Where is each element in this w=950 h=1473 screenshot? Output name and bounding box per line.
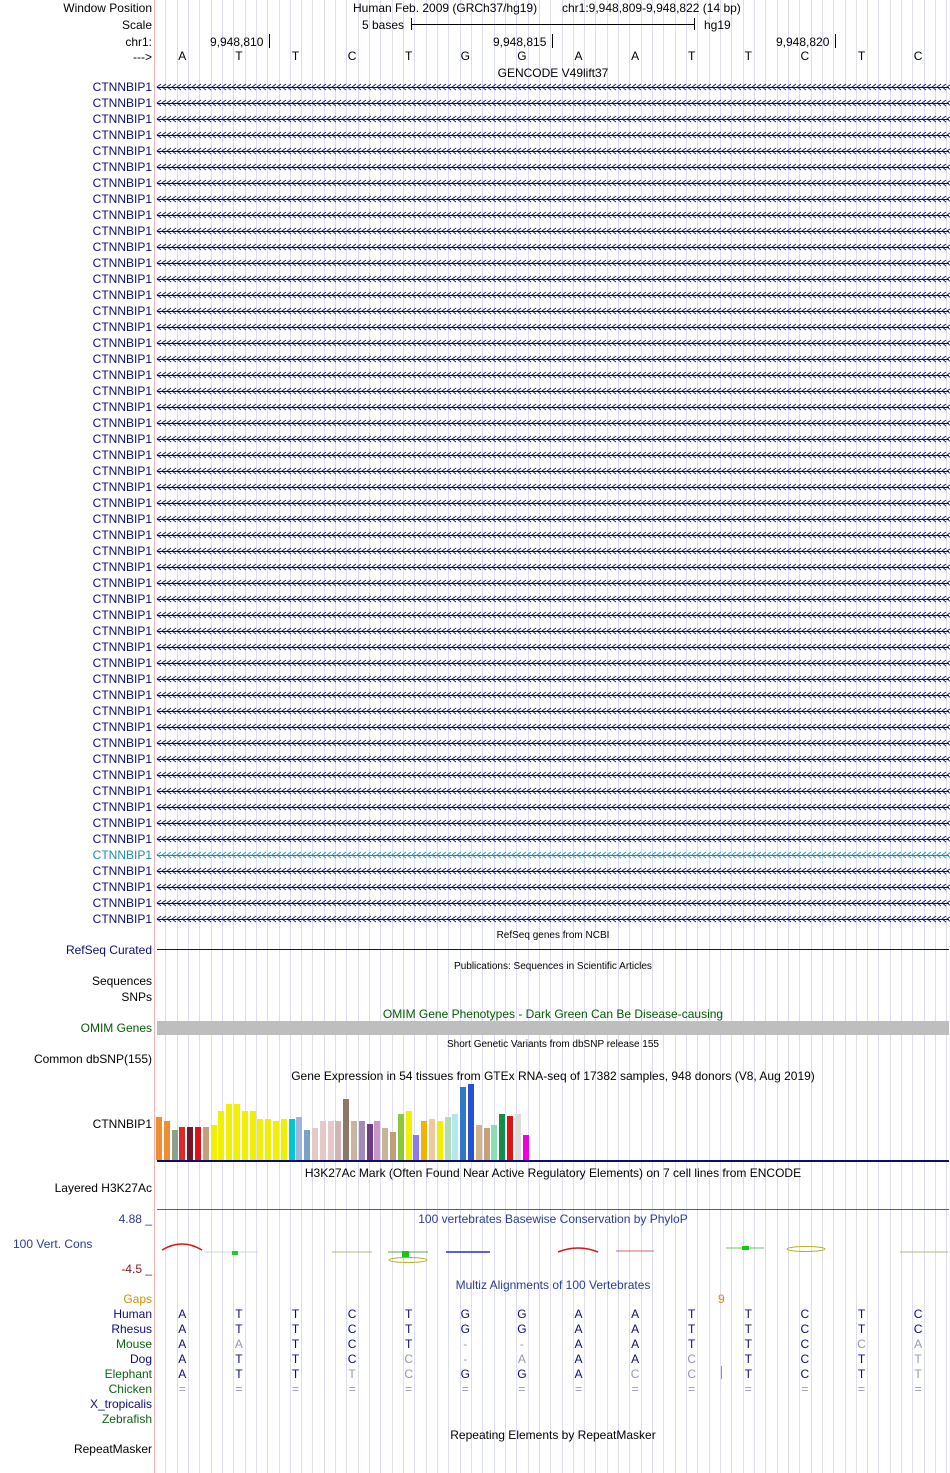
db-name: hg19 (704, 18, 731, 32)
alignment-base: T (744, 1337, 752, 1351)
gencode-transcript-label[interactable]: CTNNBIP1 (92, 800, 152, 814)
alignment-base: = (178, 1382, 186, 1396)
alignment-base: C (404, 1367, 414, 1381)
alignment-base: = (688, 1382, 696, 1396)
refseq-track-label[interactable]: RefSeq Curated (65, 943, 152, 957)
gencode-transcript-label[interactable]: CTNNBIP1 (92, 896, 152, 910)
alignment-base: A (178, 1307, 187, 1321)
gencode-transcript-label[interactable]: CTNNBIP1 (92, 848, 152, 862)
gencode-transcript-label[interactable]: CTNNBIP1 (92, 592, 152, 606)
gencode-transcript-label[interactable]: CTNNBIP1 (92, 192, 152, 206)
gencode-transcript-label[interactable]: CTNNBIP1 (92, 832, 152, 846)
reference-base: T (688, 49, 696, 63)
gencode-transcript-label[interactable]: CTNNBIP1 (92, 432, 152, 446)
gencode-transcript-label[interactable]: CTNNBIP1 (92, 256, 152, 270)
alignment-base: C (800, 1367, 810, 1381)
alignment-base: C (347, 1322, 357, 1336)
multiz-species-label[interactable]: Rhesus (111, 1322, 152, 1336)
alignment-base: A (574, 1322, 583, 1336)
reference-base: G (517, 49, 527, 63)
chrom-label: chr1: (125, 35, 152, 49)
gencode-transcript-label[interactable]: CTNNBIP1 (92, 880, 152, 894)
alignment-base: T (291, 1367, 300, 1381)
reference-base: T (291, 49, 300, 63)
alignment-base: T (914, 1367, 922, 1381)
alignment-base: G (517, 1322, 527, 1336)
gencode-transcript-label[interactable]: CTNNBIP1 (92, 544, 152, 558)
alignment-base: T (744, 1307, 752, 1321)
alignment-base: A (631, 1337, 640, 1351)
multiz-track-title: Multiz Alignments of 100 Vertebrates (455, 1278, 651, 1292)
gencode-transcript-label[interactable]: CTNNBIP1 (92, 240, 152, 254)
phylop-track-title: 100 vertebrates Basewise Conservation by PhyloP (418, 1212, 688, 1226)
alignment-base: T (405, 1322, 413, 1336)
alignment-base: C (913, 1307, 923, 1321)
gencode-transcript-label[interactable]: CTNNBIP1 (92, 624, 152, 638)
alignment-base: G (460, 1307, 470, 1321)
alignment-base: C (800, 1322, 810, 1336)
alignment-base: A (631, 1352, 640, 1366)
alignment-base: A (574, 1352, 583, 1366)
alignment-base: G (517, 1307, 527, 1321)
alignment-base: T (405, 1337, 413, 1351)
pubs-sequences-label[interactable]: Sequences (91, 974, 152, 988)
tick-label: 9,948,810 (210, 35, 264, 49)
alignment-base: T (857, 1352, 866, 1366)
multiz-gaps-label: Gaps (123, 1292, 152, 1306)
gencode-transcript-label[interactable]: CTNNBIP1 (92, 288, 152, 302)
gencode-transcript-label[interactable]: CTNNBIP1 (92, 272, 152, 286)
alignment-base: = (631, 1382, 639, 1396)
gencode-transcript-label[interactable]: CTNNBIP1 (92, 464, 152, 478)
gencode-transcript-label[interactable]: CTNNBIP1 (92, 512, 152, 526)
alignment-base: T (235, 1352, 243, 1366)
gencode-transcript-label[interactable]: CTNNBIP1 (92, 640, 152, 654)
phylop-max-label: 4.88 _ (118, 1212, 152, 1226)
gencode-transcript-label[interactable]: CTNNBIP1 (92, 736, 152, 750)
multiz-species-label[interactable]: Human (113, 1307, 152, 1321)
reference-base: T (744, 49, 752, 63)
scale-label: Scale (121, 18, 152, 32)
alignment-base: = (857, 1382, 865, 1396)
alignment-base: C (800, 1337, 810, 1351)
alignment-base: A (574, 1367, 583, 1381)
gencode-transcript-label[interactable]: CTNNBIP1 (92, 416, 152, 430)
alignment-base: T (688, 1337, 696, 1351)
gencode-transcript-label[interactable]: CTNNBIP1 (92, 480, 152, 494)
alignment-base: A (178, 1367, 187, 1381)
alignment-base: T (857, 1307, 866, 1321)
alignment-base: - (463, 1337, 468, 1351)
gencode-transcript-label[interactable]: CTNNBIP1 (92, 160, 152, 174)
alignment-base: = (348, 1382, 356, 1396)
alignment-base: T (857, 1322, 866, 1336)
gencode-transcript-label[interactable]: CTNNBIP1 (92, 384, 152, 398)
alignment-base: A (234, 1337, 243, 1351)
alignment-base: T (291, 1307, 300, 1321)
alignment-base: A (631, 1307, 640, 1321)
reference-base: T (405, 49, 413, 63)
alignment-base: = (291, 1382, 299, 1396)
alignment-base: C (630, 1367, 640, 1381)
h3k27ac-track-title: H3K27Ac Mark (Often Found Near Active Regulatory Elements) on 7 cell lines from ENCODE (304, 1166, 802, 1180)
gencode-transcript-label[interactable]: CTNNBIP1 (92, 304, 152, 318)
refseq-track-title: RefSeq genes from NCBI (496, 930, 610, 941)
alignment-base: A (178, 1352, 187, 1366)
gencode-transcript-label[interactable]: CTNNBIP1 (92, 784, 152, 798)
alignment-base: T (688, 1307, 696, 1321)
window-position-label: Window Position (63, 1, 152, 15)
multiz-species-label[interactable]: Chicken (108, 1382, 152, 1396)
alignment-base: C (347, 1307, 357, 1321)
alignment-base: T (235, 1307, 243, 1321)
gencode-track-title: GENCODE V49lift37 (497, 66, 609, 80)
alignment-base: C (800, 1352, 810, 1366)
phylop-track-label[interactable]: 100 Vert. Cons (13, 1237, 93, 1251)
alignment-base: G (517, 1367, 527, 1381)
phylop-min-label: -4.5 _ (121, 1262, 152, 1276)
gencode-transcript-label[interactable]: CTNNBIP1 (92, 96, 152, 110)
reference-base: A (631, 49, 640, 63)
alignment-base: T (291, 1352, 300, 1366)
gencode-transcript-label[interactable]: CTNNBIP1 (92, 688, 152, 702)
tick-label: 9,948,820 (776, 35, 830, 49)
alignment-base: = (914, 1382, 922, 1396)
gencode-transcript-label[interactable]: CTNNBIP1 (92, 176, 152, 190)
alignment-base: C (687, 1367, 697, 1381)
alignment-base: T (348, 1367, 356, 1381)
alignment-base: = (574, 1382, 582, 1396)
alignment-base: T (291, 1322, 300, 1336)
alignment-base: = (744, 1382, 752, 1396)
gencode-transcript-label[interactable]: CTNNBIP1 (92, 400, 152, 414)
alignment-base: C (347, 1352, 357, 1366)
alignment-base: T (744, 1367, 752, 1381)
tick-label: 9,948,815 (493, 35, 547, 49)
alignment-base: - (463, 1352, 468, 1366)
gencode-transcript-label[interactable]: CTNNBIP1 (92, 912, 152, 926)
alignment-base: = (461, 1382, 469, 1396)
gencode-transcript-label[interactable]: CTNNBIP1 (92, 816, 152, 830)
gencode-transcript-label[interactable]: CTNNBIP1 (92, 752, 152, 766)
gencode-transcript-label[interactable]: CTNNBIP1 (92, 320, 152, 334)
omim-track-title: OMIM Gene Phenotypes - Dark Green Can Be Disease-causing (382, 1007, 724, 1021)
gencode-transcript-label[interactable]: CTNNBIP1 (92, 704, 152, 718)
multiz-species-label[interactable]: Dog (129, 1352, 152, 1366)
alignment-base: = (405, 1382, 413, 1396)
reference-base: A (574, 49, 583, 63)
gencode-transcript-label[interactable]: CTNNBIP1 (92, 560, 152, 574)
alignment-base: A (517, 1352, 526, 1366)
alignment-base: A (914, 1337, 923, 1351)
alignment-base: = (235, 1382, 243, 1396)
dbsnp-track-title: Short Genetic Variants from dbSNP release 155 (447, 1039, 659, 1050)
alignment-base: T (291, 1337, 300, 1351)
alignment-base: T (235, 1367, 243, 1381)
alignment-base: A (178, 1337, 187, 1351)
reference-base: C (347, 49, 357, 63)
gap-count: 9 (718, 1292, 725, 1306)
dbsnp-track-label[interactable]: Common dbSNP(155) (33, 1052, 152, 1066)
alignment-base: T (235, 1322, 243, 1336)
position-readout: chr1:9,948,809-9,948,822 (14 bp) (562, 1, 741, 15)
pubs-track-title: Publications: Sequences in Scientific Articles (454, 961, 652, 972)
alignment-base: C (347, 1337, 357, 1351)
gencode-transcript-label[interactable]: CTNNBIP1 (92, 112, 152, 126)
gtex-track-label[interactable]: CTNNBIP1 (92, 1117, 152, 1131)
gencode-transcript-label[interactable]: CTNNBIP1 (92, 720, 152, 734)
multiz-species-label[interactable]: Elephant (104, 1367, 152, 1381)
alignment-base: A (178, 1322, 187, 1336)
reference-base: T (857, 49, 866, 63)
gencode-transcript-label[interactable]: CTNNBIP1 (92, 656, 152, 670)
alignment-base: C (857, 1337, 866, 1351)
gencode-transcript-label[interactable]: CTNNBIP1 (92, 336, 152, 350)
alignment-base: T (405, 1307, 413, 1321)
gtex-track-title: Gene Expression in 54 tissues from GTEx RNA-seq of 17382 samples, 948 donors (V8, Aug 2019) (291, 1069, 815, 1083)
gencode-transcript-label[interactable]: CTNNBIP1 (92, 672, 152, 686)
omim-track-label[interactable]: OMIM Genes (80, 1021, 152, 1035)
alignment-base: T (688, 1322, 696, 1336)
gencode-transcript-label[interactable]: CTNNBIP1 (92, 128, 152, 142)
alignment-base: T (744, 1352, 752, 1366)
alignment-base: = (518, 1382, 526, 1396)
reference-base: G (460, 49, 470, 63)
gencode-transcript-label[interactable]: CTNNBIP1 (92, 496, 152, 510)
reference-base: C (913, 49, 923, 63)
multiz-species-label[interactable]: Mouse (115, 1337, 152, 1351)
gencode-transcript-label[interactable]: CTNNBIP1 (92, 224, 152, 238)
alignment-base: T (914, 1352, 922, 1366)
alignment-base: T (857, 1367, 866, 1381)
alignment-base: G (460, 1367, 470, 1381)
alignment-base: A (631, 1322, 640, 1336)
multiz-species-label[interactable]: Zebrafish (101, 1412, 152, 1426)
reference-base: T (235, 49, 243, 63)
gencode-transcript-label[interactable]: CTNNBIP1 (92, 768, 152, 782)
alignment-base: A (574, 1307, 583, 1321)
reference-base: C (800, 49, 810, 63)
alignment-base: C (913, 1322, 923, 1336)
alignment-base: C (800, 1307, 810, 1321)
repeatmasker-track-label[interactable]: RepeatMasker (73, 1442, 152, 1456)
h3k27ac-track-label[interactable]: Layered H3K27Ac (54, 1181, 152, 1195)
repeatmasker-track-title: Repeating Elements by RepeatMasker (450, 1428, 656, 1442)
scale-text: 5 bases (362, 18, 405, 32)
alignment-base: = (801, 1382, 809, 1396)
pubs-snps-label[interactable]: SNPs (121, 990, 152, 1004)
alignment-base: - (519, 1337, 524, 1351)
alignment-base: C (404, 1352, 414, 1366)
gencode-transcript-label[interactable]: CTNNBIP1 (92, 576, 152, 590)
strand-label: ---> (133, 50, 152, 64)
gencode-transcript-label[interactable]: CTNNBIP1 (92, 448, 152, 462)
alignment-base: C (687, 1352, 697, 1366)
gencode-transcript-label[interactable]: CTNNBIP1 (92, 352, 152, 366)
alignment-base: T (744, 1322, 752, 1336)
gencode-transcript-label[interactable]: CTNNBIP1 (92, 528, 152, 542)
reference-base: A (178, 49, 187, 63)
assembly-name: Human Feb. 2009 (GRCh37/hg19) (353, 1, 538, 15)
gencode-transcript-label[interactable]: CTNNBIP1 (92, 208, 152, 222)
gencode-transcript-label[interactable]: CTNNBIP1 (92, 864, 152, 878)
alignment-base: G (460, 1322, 470, 1336)
multiz-species-label[interactable]: X_tropicalis (89, 1397, 152, 1411)
gencode-transcript-label[interactable]: CTNNBIP1 (92, 144, 152, 158)
gencode-transcript-label[interactable]: CTNNBIP1 (92, 368, 152, 382)
gencode-transcript-label[interactable]: CTNNBIP1 (92, 608, 152, 622)
gencode-transcript-label[interactable]: CTNNBIP1 (92, 80, 152, 94)
alignment-base: A (574, 1337, 583, 1351)
